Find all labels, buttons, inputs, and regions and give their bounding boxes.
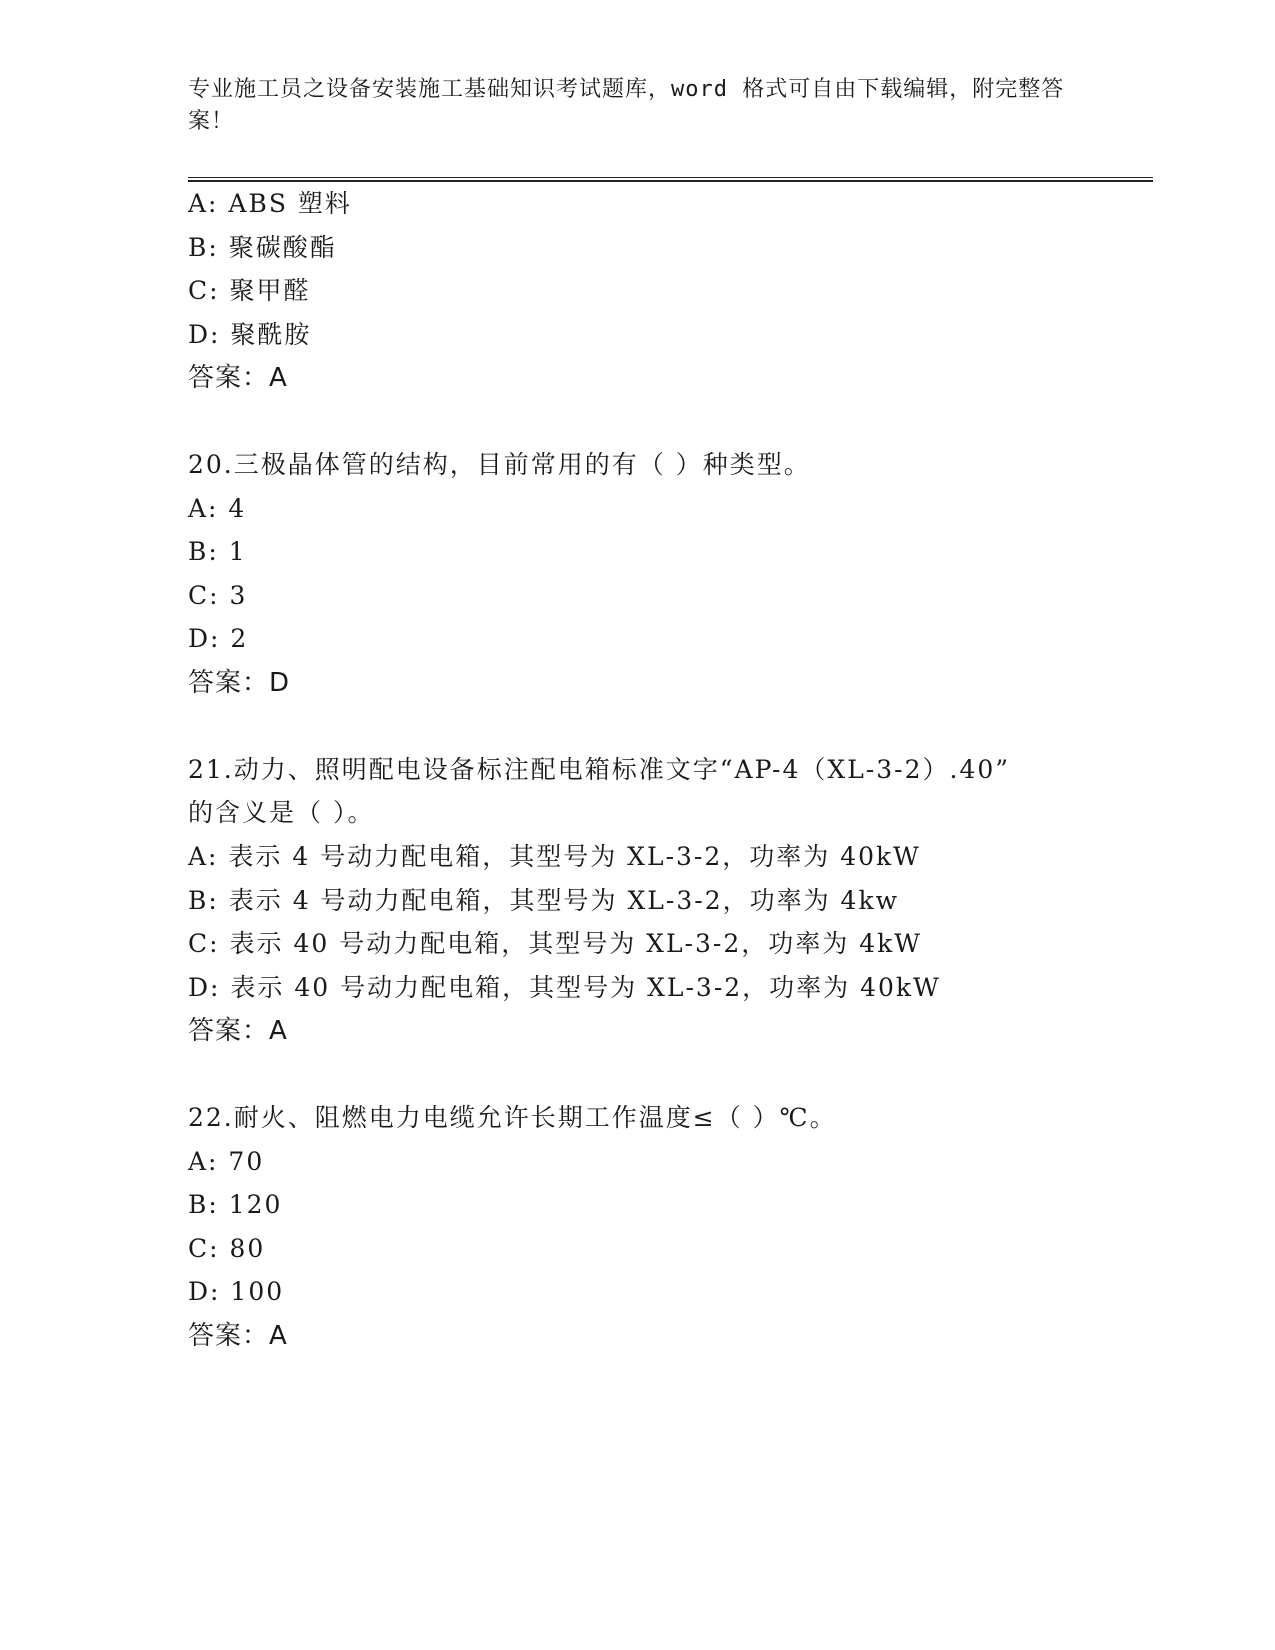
q20-option-b: B: 1 <box>188 537 247 566</box>
header-divider-thin <box>188 177 1153 178</box>
q21-option-c: C: 表示 40 号动力配电箱，其型号为 XL-3-2，功率为 4kW <box>188 929 922 958</box>
header-divider-thick <box>188 180 1153 182</box>
document-header: 专业施工员之设备安装施工基础知识考试题库，word 格式可自由下载编辑，附完整答案！ <box>188 77 1065 134</box>
q21-option-a: A: 表示 4 号动力配电箱，其型号为 XL-3-2，功率为 40kW <box>188 842 921 871</box>
q20-stem: 20.三极晶体管的结构，目前常用的有（ ）种类型。 <box>188 450 811 479</box>
q20-option-c: C: 3 <box>188 581 248 610</box>
q21-stem-line-1: 21.动力、照明配电设备标注配电箱标准文字“AP-4（XL-3-2）.40” <box>188 755 1011 784</box>
q21-option-d: D: 表示 40 号动力配电箱，其型号为 XL-3-2，功率为 40kW <box>188 973 941 1002</box>
q20-answer: 答案：D <box>188 668 291 698</box>
q21-answer: 答案：A <box>188 1016 288 1046</box>
q20-option-d: D: 2 <box>188 624 249 653</box>
q19-option-d: D: 聚酰胺 <box>188 320 312 349</box>
q19-option-b: B: 聚碳酸酯 <box>188 233 337 262</box>
q19-option-c: C: 聚甲醛 <box>188 276 311 305</box>
q19-answer: 答案：A <box>188 363 288 393</box>
q22-answer: 答案：A <box>188 1321 288 1351</box>
q21-stem-line-2: 的含义是（ ）。 <box>188 798 375 827</box>
q22-option-c: C: 80 <box>188 1234 266 1263</box>
q20-option-a: A: 4 <box>188 494 247 523</box>
q22-option-d: D: 100 <box>188 1277 285 1306</box>
q19-option-a: A: ABS 塑料 <box>188 189 352 218</box>
q21-option-b: B: 表示 4 号动力配电箱，其型号为 XL-3-2，功率为 4kw <box>188 886 899 915</box>
q22-option-a: A: 70 <box>188 1147 265 1176</box>
q22-stem: 22.耐火、阻燃电力电缆允许长期工作温度≤（ ）℃。 <box>188 1103 837 1132</box>
q22-option-b: B: 120 <box>188 1190 283 1219</box>
